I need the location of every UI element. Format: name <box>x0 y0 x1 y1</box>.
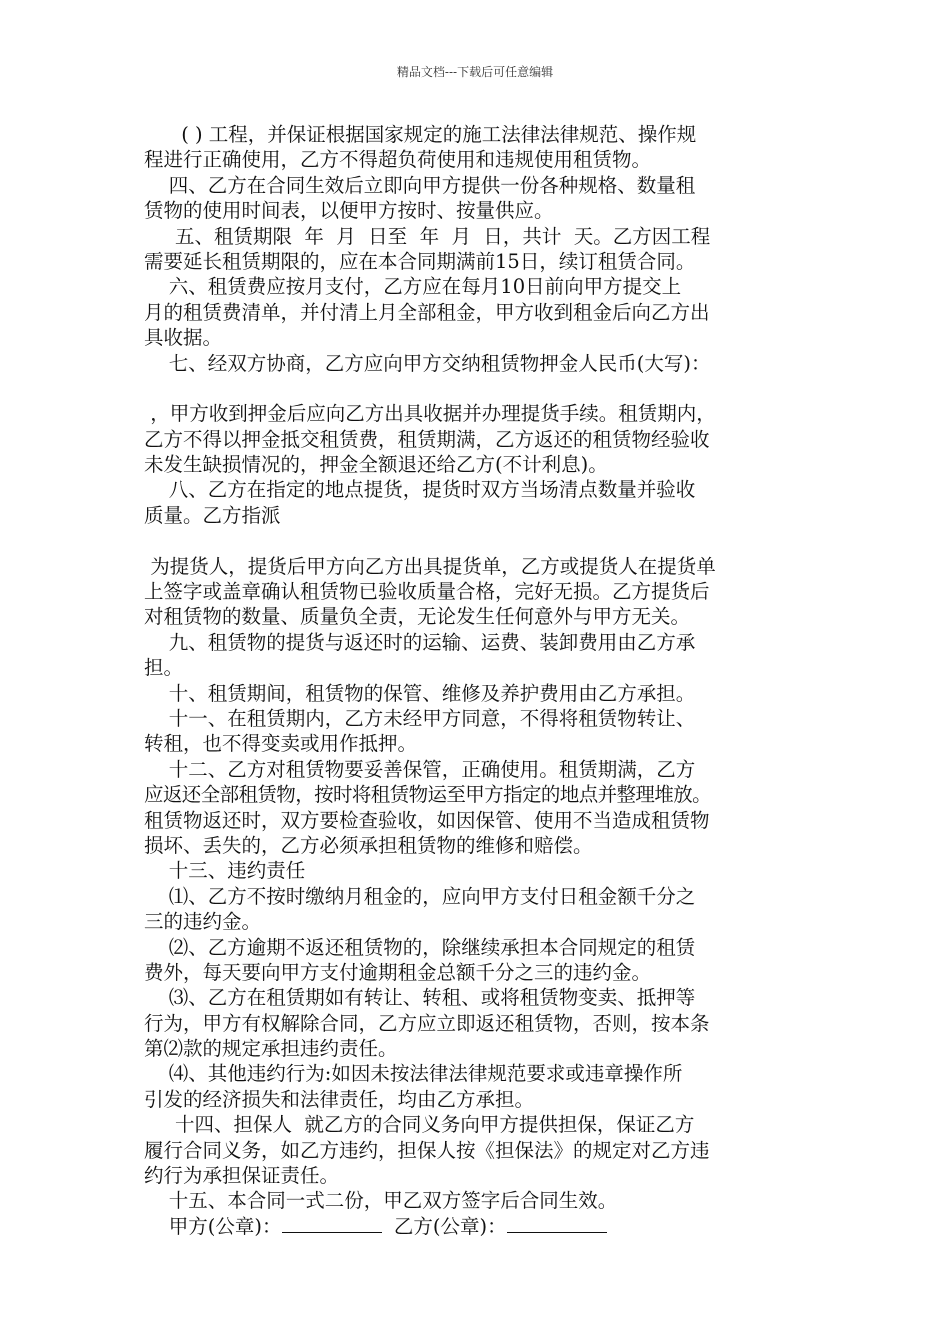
clause-10-line-1: 十、租赁期间，租赁物的保管、维修及养护费用由乙方承担。 <box>144 681 696 705</box>
clause-8-line-2: 质量。乙方指派 <box>144 503 281 527</box>
clause-12-line-1: 十二、乙方对租赁物要妥善保管，正确使用。租赁期满，乙方 <box>144 757 696 781</box>
clause-8-line-3: 为提货人，提货后甲方向乙方出具提货单，乙方或提货人在提货单 <box>144 554 716 578</box>
clause-8-line-5: 对租赁物的数量、质量负全责，无论发生任何意外与甲方无关。 <box>144 605 691 629</box>
clause-13-item-2-line-2: 费外，每天要向甲方支付逾期租金总额千分之三的违约金。 <box>144 960 652 984</box>
party-b-seal-label: 乙方(公章)： <box>381 1214 507 1238</box>
clause-8-blank-line <box>144 528 816 553</box>
clause-13-heading: 十三、违约责任 <box>144 859 306 883</box>
clause-6-line-2: 月的租赁费清单，并付清上月全部租金，甲方收到租金后向乙方出 <box>144 300 710 324</box>
party-b-seal-blank <box>507 1214 607 1233</box>
clause-8-line-1: 八、乙方在指定的地点提货，提货时双方当场清点数量并验收 <box>144 478 696 502</box>
page-header: 精品文档---下载后可任意编辑 <box>396 65 554 79</box>
party-a-seal-label: 甲方(公章)： <box>144 1214 282 1238</box>
contract-body <box>144 122 816 1240</box>
clause-13-item-4-line-2: 引发的经济损失和法律责任，均由乙方承担。 <box>144 1087 535 1111</box>
clause-7-line-3: 乙方不得以押金抵交租赁费，租赁期满，乙方返还的租赁物经验收 <box>144 427 710 451</box>
clause-4-line-2: 赁物的使用时间表，以便甲方按时、按量供应。 <box>144 199 554 223</box>
clause-14-line-1: 十四、担保人 就乙方的合同义务向甲方提供担保，保证乙方 <box>144 1113 695 1137</box>
clause-13-item-4-line-1: ⑷、其他违约行为:如因未按法律法律规范要求或违章操作所 <box>144 1062 683 1086</box>
clause-15-line-1: 十五、本合同一式二份，甲乙双方签字后合同生效。 <box>144 1189 618 1213</box>
clause-8-line-4: 上签字或盖章确认租赁物已验收质量合格，完好无损。乙方提货后 <box>144 580 710 604</box>
clause-7-blank-line <box>144 376 816 401</box>
clause-5-line-1: 五、租赁期限 年 月 日至 年 月 日，共计 天。乙方因工程 <box>144 224 711 248</box>
clause-3-line-1: ( ) 工程，并保证根据国家规定的施工法律法律规范、操作规 <box>144 123 697 146</box>
clause-7-line-2: ，甲方收到押金后应向乙方出具收据并办理提货手续。租赁期内， <box>144 402 716 426</box>
clause-9-line-2: 担。 <box>144 656 184 680</box>
clause-14-line-2: 履行合同义务，如乙方违约，担保人按《担保法》的规定对乙方违 <box>144 1138 710 1162</box>
clause-3-line-2: 程进行正确使用，乙方不得超负荷使用和违规使用租赁物。 <box>144 148 652 172</box>
clause-13-item-1-line-1: ⑴、乙方不按时缴纳月租金的，应向甲方支付日租金额千分之 <box>144 884 696 908</box>
clause-13-item-3-line-3: 第⑵款的规定承担违约责任。 <box>144 1037 398 1061</box>
clause-4-line-1: 四、乙方在合同生效后立即向甲方提供一份各种规格、数量租 <box>144 173 696 197</box>
clause-13-item-2-line-1: ⑵、乙方逾期不返还租赁物的，除继续承担本合同规定的租赁 <box>144 935 696 959</box>
clause-6-line-3: 具收据。 <box>144 326 223 350</box>
clause-13-item-3-line-2: 行为，甲方有权解除合同，乙方应立即返还租赁物，否则，按本条 <box>144 1011 710 1035</box>
clause-11-line-2: 转租，也不得变卖或用作抵押。 <box>144 732 418 756</box>
signature-row <box>144 1214 816 1240</box>
clause-6-line-1: 六、租赁费应按月支付，乙方应在每月10日前向甲方提交上 <box>144 275 682 299</box>
clause-14-line-3: 约行为承担保证责任。 <box>144 1164 340 1188</box>
clause-13-item-1-line-2: 三的违约金。 <box>144 910 262 934</box>
clause-7-line-1: 七、经双方协商，乙方应向甲方交纳租赁物押金人民币(大写)： <box>144 351 711 375</box>
clause-11-line-1: 十一、在租赁期内，乙方未经甲方同意，不得将租赁物转让、 <box>144 706 696 730</box>
party-a-seal-blank <box>282 1214 382 1233</box>
clause-13-item-3-line-1: ⑶、乙方在租赁期如有转让、转租、或将租赁物变卖、抵押等 <box>144 986 696 1010</box>
clause-12-line-2: 应返还全部租赁物，按时将租赁物运至甲方指定的地点并整理堆放。 <box>144 783 712 807</box>
clause-9-line-1: 九、租赁物的提货与返还时的运输、运费、装卸费用由乙方承 <box>144 630 696 654</box>
clause-12-line-4: 损坏、丢失的，乙方必须承担租赁物的维修和赔偿。 <box>144 833 593 857</box>
clause-5-line-2: 需要延长租赁期限的，应在本合同期满前15日，续订租赁合同。 <box>144 249 696 273</box>
clause-7-line-4: 未发生缺损情况的，押金全额退还给乙方(不计利息)。 <box>144 453 608 477</box>
clause-12-line-3: 租赁物返还时，双方要检查验收，如因保管、使用不当造成租赁物 <box>144 808 710 832</box>
